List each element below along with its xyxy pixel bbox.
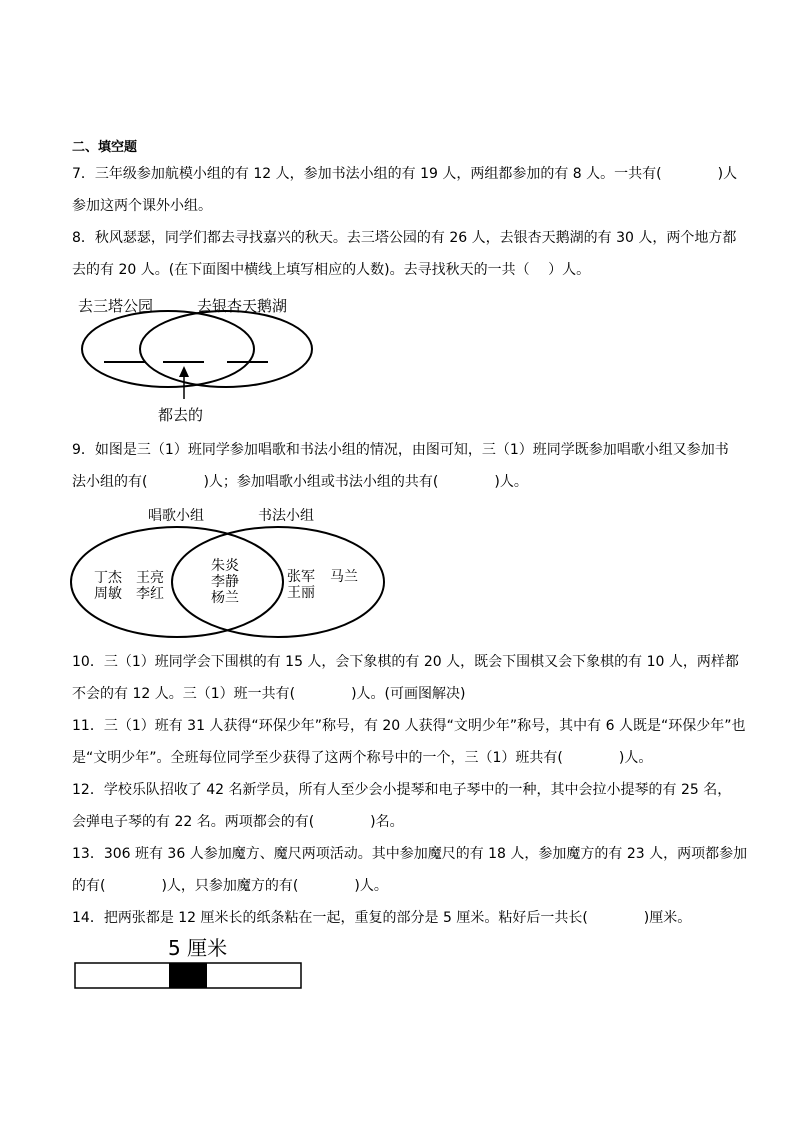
question-7-line-1: 7．三年级参加航模小组的有 12 人，参加书法小组的有 19 人，两组都参加的有 8 人。一共有( )人 — [72, 166, 738, 182]
question-11-line-2: 是“文明少年”。全班每位同学至少获得了这两个称号中的一个，三（1）班共有( )人。 — [72, 750, 653, 766]
question-10-line-1: 10．三（1）班同学会下围棋的有 15 人，会下象棋的有 20 人，既会下围棋又会下象棋的有 10 人，两样都 — [72, 654, 739, 670]
venn-q9-left-label: 唱歌小组 — [148, 508, 204, 524]
venn-q9-left-name-2: 王亮 — [136, 570, 164, 586]
venn-q9-left-name-4: 李红 — [136, 586, 164, 602]
question-8-line-2: 去的有 20 人。(在下面图中横线上填写相应的人数)。去寻找秋天的一共（ ）人。 — [72, 262, 591, 278]
question-12-line-1: 12．学校乐队招收了 42 名新学员，所有人至少会小提琴和电子琴中的一种，其中会拉小提琴的有 25 名， — [72, 782, 732, 798]
venn-q9-left-name-3: 周敏 — [94, 586, 122, 602]
question-14-line-1: 14．把两张都是 12 厘米长的纸条粘在一起，重复的部分是 5 厘米。粘好后一共长( )厘米。 — [72, 910, 692, 926]
venn-q9-right-name-3: 王丽 — [287, 585, 315, 601]
paper-strip-overlap — [169, 963, 207, 988]
question-9-line-2: 法小组的有( )人；参加唱歌小组或书法小组的共有( )人。 — [72, 474, 528, 490]
question-9-line-1: 9．如图是三（1）班同学参加唱歌和书法小组的情况，由图可知，三（1）班同学既参加唱歌小组又参加书 — [72, 442, 729, 458]
venn-q9-left-name-1: 丁杰 — [94, 570, 122, 586]
venn-q8-left-label: 去三塔公园 — [78, 297, 154, 315]
venn-q8-arrow-label: 都去的 — [158, 406, 204, 424]
venn-q9-middle-name-3: 杨兰 — [211, 590, 239, 606]
strip-overlap-label: 5 厘米 — [168, 936, 228, 960]
question-10-line-2: 不会的有 12 人。三（1）班一共有( )人。(可画图解决) — [72, 686, 466, 702]
question-8-line-1: 8．秋风瑟瑟，同学们都去寻找嘉兴的秋天。去三塔公园的有 26 人，去银杏天鹅湖的有 30 人，两个地方都 — [72, 230, 737, 246]
question-13-line-1: 13．306 班有 36 人参加魔方、魔尺两项活动。其中参加魔尺的有 18 人，参加魔方的有 23 人，两项都参加 — [72, 846, 748, 862]
venn-q9-middle-name-1: 朱炎 — [211, 558, 239, 574]
question-11-line-1: 11．三（1）班有 31 人获得“环保少年”称号，有 20 人获得“文明少年”称号，其中有 6 人既是“环保少年”也 — [72, 718, 746, 734]
section-title: 二、填空题 — [72, 140, 138, 155]
venn-q8-right-label: 去银杏天鹅湖 — [197, 297, 288, 315]
venn-q9-middle-name-2: 李静 — [211, 574, 239, 590]
venn-q9-right-name-1: 张军 — [287, 569, 315, 585]
venn-q9-right-label: 书法小组 — [258, 508, 314, 524]
question-12-line-2: 会弹电子琴的有 22 名。两项都会的有( )名。 — [72, 814, 404, 830]
venn-q9-right-name-2: 马兰 — [330, 569, 358, 585]
question-13-line-2: 的有( )人，只参加魔方的有( )人。 — [72, 878, 388, 894]
question-7-line-2: 参加这两个课外小组。 — [72, 198, 212, 214]
